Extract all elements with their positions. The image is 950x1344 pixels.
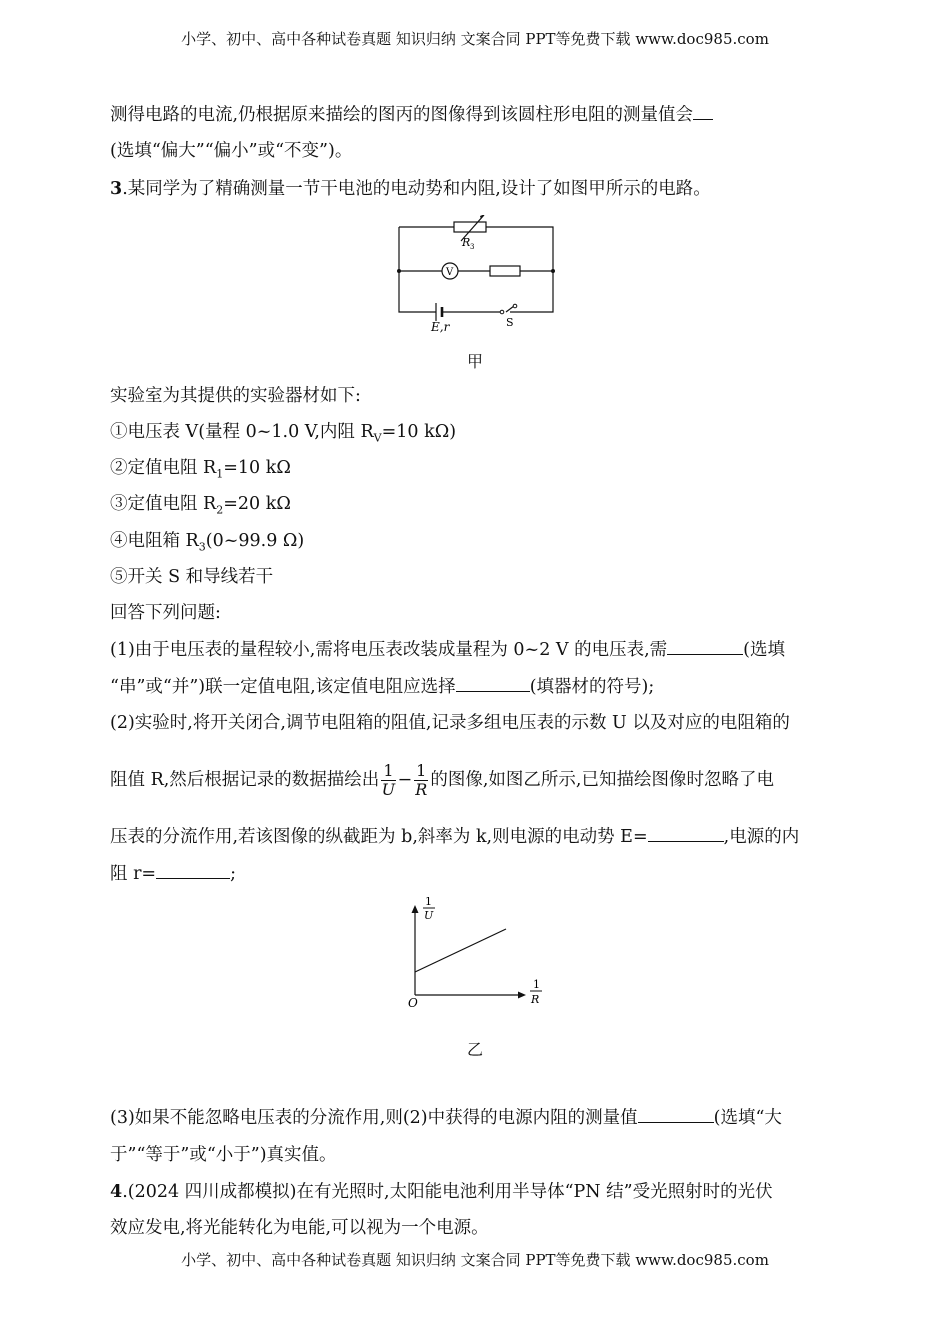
battery-label: E,r (431, 320, 450, 334)
fixed-resistor (490, 266, 520, 276)
part2-line-3: 压表的分流作用,若该图像的纵截距为 b,斜率为 k,则电源的电动势 E= ,电源的内 (110, 827, 800, 847)
r3-label: R (462, 236, 471, 249)
intro-line-1: 测得电路的电流,仍根据原来描绘的图丙的图像得到该圆柱形电阻的测量值会 (110, 103, 840, 127)
part3-line-1: (3)如果不能忽略电压表的分流作用,则(2)中获得的电源内阻的测量值 (选填“大 (110, 1108, 782, 1128)
x-axis-num: 1 (533, 978, 540, 991)
equipment-2: ②定值电阻 $R_1=10$ kΩ (110, 458, 291, 481)
voltmeter-label: V (446, 267, 454, 278)
equipment-5: ⑤开关 S 和导线若干 (110, 567, 274, 587)
origin-label: O (408, 996, 418, 1010)
part2-line-4: 阻 r= ; (110, 864, 236, 884)
part1-line-1: (1)由于电压表的量程较小,需将电压表改装成量程为 0~2 V 的电压表,需 (选填 (110, 640, 785, 660)
circuit-diagram (390, 215, 565, 340)
answer-intro: 回答下列问题: (110, 603, 221, 623)
equipment-4: ④电阻箱 $R_3(0\sim 99.9$ Ω) (110, 531, 305, 554)
caption-yi: 乙 (466, 1040, 483, 1059)
equipment-3: ③定值电阻 $R_2=20$ kΩ (110, 494, 291, 517)
q3-stem: 3.某同学为了精确测量一节干电池的电动势和内阻,设计了如图甲所示的电路。 (110, 179, 711, 199)
equipment-1: ①电压表 V(量程 0~1.0 V,内阻 $R_V=10$ kΩ) (110, 422, 457, 445)
part1-line-2: “串”或“并”)联一定值电阻,该定值电阻应选择 (填器材的符号); (110, 677, 655, 697)
page-header: 小学、初中、高中各种试卷真题 知识归纳 文案合同 PPT等免费下载 www.doc985.com (181, 30, 769, 48)
q4-line-2: 效应发电,将光能转化为电能,可以视为一个电源。 (110, 1218, 489, 1238)
intro-line-2: (选填“偏大”“偏小”或“不变”)。 (110, 141, 353, 161)
part2-line-2: 阻值 R,然后根据记录的数据描绘出 $\frac{1}{U}$ − $\frac{1}{R}$ 的图像,如图乙所示,已知描绘图像时忽略了电 (110, 761, 774, 799)
caption-jia: 甲 (466, 352, 483, 371)
x-axis-den: R (531, 993, 540, 1006)
y-axis-den: U (424, 909, 434, 922)
graph-line (415, 929, 506, 972)
graph-diagram (398, 897, 548, 1017)
part3-line-2: 于”“等于”或“小于”)真实值。 (110, 1145, 337, 1165)
page-footer: 小学、初中、高中各种试卷真题 知识归纳 文案合同 PPT等免费下载 www.doc985.com (181, 1251, 769, 1269)
switch-label: S (506, 316, 514, 329)
equipment-intro: 实验室为其提供的实验器材如下: (110, 386, 361, 406)
part2-line-1: (2)实验时,将开关闭合,调节电阻箱的阻值,记录多组电压表的示数 U 以及对应的电阻箱的 (110, 713, 790, 733)
y-axis-num: 1 (425, 897, 432, 908)
r3-subscript: 3 (470, 243, 475, 251)
q4-line-1: 4.(2024 四川成都模拟)在有光照时,太阳能电池利用半导体“PN 结”受光照射时的光伏 (110, 1182, 773, 1202)
